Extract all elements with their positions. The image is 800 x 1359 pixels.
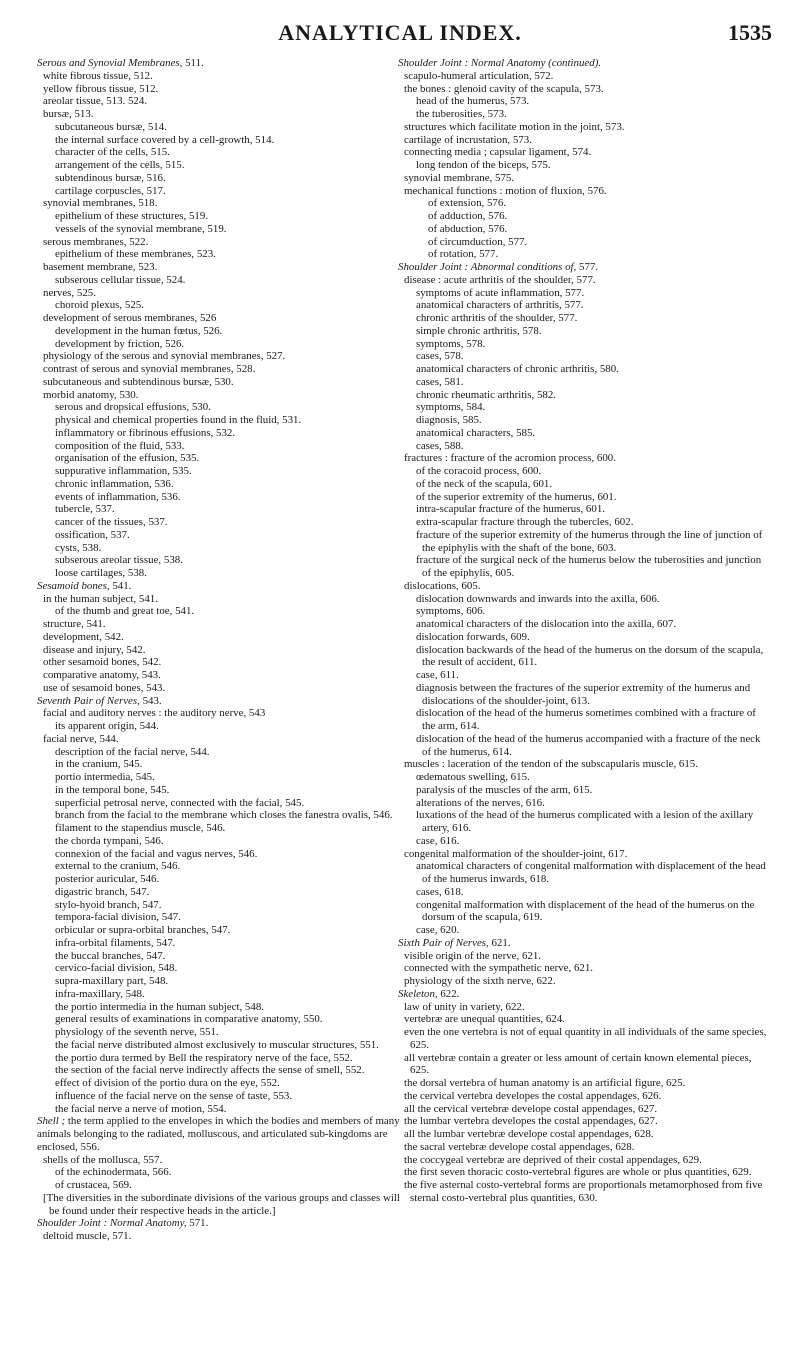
index-entry: the chorda tympani, 546. bbox=[55, 834, 164, 847]
index-entry: in the temporal bone, 545. bbox=[55, 783, 170, 796]
index-heading-page: 577. bbox=[576, 261, 599, 273]
index-entry: œdematous swelling, 615. bbox=[416, 771, 530, 783]
index-entry: cervico-facial division, 548. bbox=[55, 962, 178, 975]
index-entry: physiology of the seventh nerve, 551. bbox=[55, 1026, 219, 1038]
index-entry: composition of the fluid, 533. bbox=[55, 439, 185, 452]
index-entry: serous membranes, 522. bbox=[43, 235, 149, 248]
index-entry: in the cranium, 545. bbox=[55, 758, 143, 771]
index-entry: the lumbar vertebra developes the costal appendages, 627. bbox=[404, 1115, 658, 1128]
index-entry: disease : acute arthritis of the shoulder, 577. bbox=[404, 273, 596, 286]
index-entry: cases, 588. bbox=[416, 439, 464, 452]
index-entry: fractures : fracture of the acromion process, 600. bbox=[404, 452, 616, 465]
index-entry: organisation of the effusion, 535. bbox=[55, 452, 200, 465]
index-entry: bursæ, 513. bbox=[43, 108, 94, 120]
index-entry: cartilage of incrustation, 573. bbox=[404, 133, 532, 146]
index-entry: portio intermedia, 545. bbox=[55, 771, 155, 783]
index-entry: of the superior extremity of the humerus, 601. bbox=[416, 490, 617, 503]
index-entry: digastric branch, 547. bbox=[55, 885, 150, 898]
index-heading-page: 541. bbox=[109, 579, 132, 592]
index-entry: suppurative inflammation, 535. bbox=[55, 465, 192, 477]
left-index-column bbox=[37, 57, 405, 1243]
index-entry: all the cervical vertebræ develope costal appendages, 627. bbox=[404, 1102, 658, 1115]
index-heading-page: 571. bbox=[186, 1217, 209, 1230]
index-heading-title: Sixth Pair of Nerves, bbox=[398, 936, 489, 949]
index-entry: anatomical characters of congenital malformation with displacement of the head of the humerus inwards, 618. bbox=[416, 860, 766, 885]
index-entry: of the echinodermata, 566. bbox=[55, 1166, 172, 1179]
index-entry: dislocation of the head of the humerus accompanied with a fracture of the neck of the humerus, 614. bbox=[416, 732, 761, 758]
index-entry: scapulo-humeral articulation, 572. bbox=[404, 69, 554, 82]
index-entry: the facial nerve a nerve of motion, 554. bbox=[55, 1102, 227, 1115]
index-entry: white fibrous tissue, 512. bbox=[43, 69, 153, 82]
index-entry: the bones : glenoid cavity of the scapula, 573. bbox=[404, 82, 604, 95]
index-entry: chronic rheumatic arthritis, 582. bbox=[416, 388, 557, 401]
index-entry: connecting media ; capsular ligament, 574. bbox=[404, 146, 592, 159]
index-heading-page: the term applied to the envelopes in which the bodies and members of many animals belonging to the radiated, molluscous, and articulated sub-kingdoms are enclosed, 556. bbox=[37, 1115, 400, 1153]
index-entry: cancer of the tissues, 537. bbox=[55, 516, 168, 528]
index-entry: nerves, 525. bbox=[43, 286, 96, 299]
index-entry: dislocation downwards and inwards into the axilla, 606. bbox=[416, 592, 660, 605]
index-entry: physiology of the sixth nerve, 622. bbox=[404, 975, 556, 987]
index-entry: synovial membrane, 575. bbox=[404, 171, 515, 184]
index-entry: dislocation forwards, 609. bbox=[416, 630, 530, 643]
index-entry: the sacral vertebræ develope costal appendages, 628. bbox=[404, 1140, 635, 1153]
index-entry: the coccygeal vertebræ are deprived of their costal appendages, 629. bbox=[404, 1153, 702, 1166]
index-entry: head of the humerus, 573. bbox=[416, 95, 530, 108]
index-entry: the first seven thoracic costo-vertebral figures are whole or plus quantities, 629. bbox=[404, 1166, 752, 1179]
index-entry: paralysis of the muscles of the arm, 615. bbox=[416, 783, 593, 796]
index-entry: of the thumb and great toe, 541. bbox=[55, 605, 195, 618]
index-entry: anatomical characters of arthritis, 577. bbox=[416, 299, 584, 312]
index-entry: filament to the stapendius muscle, 546. bbox=[55, 822, 226, 834]
index-entry: connected with the sympathetic nerve, 621. bbox=[404, 962, 594, 975]
index-entry: orbicular or supra-orbital branches, 547. bbox=[55, 924, 231, 936]
index-heading-page: 511. bbox=[182, 57, 204, 69]
index-heading-page: 621. bbox=[488, 936, 511, 949]
index-entry: muscles : laceration of the tendon of the subscapularis muscle, 615. bbox=[404, 758, 698, 771]
index-entry: cases, 581. bbox=[416, 375, 464, 388]
index-entry: all vertebræ contain a greater or less amount of certain known elemental pieces, 625. bbox=[404, 1051, 752, 1077]
index-entry: symptoms, 584. bbox=[416, 401, 486, 414]
index-entry: law of unity in variety, 622. bbox=[404, 1000, 525, 1013]
index-entry: vessels of the synovial membrane, 519. bbox=[55, 222, 227, 235]
index-entry: chronic inflammation, 536. bbox=[55, 477, 174, 490]
index-entry: supra-maxillary part, 548. bbox=[55, 975, 169, 987]
index-heading bbox=[37, 580, 405, 593]
index-entry: facial and auditory nerves : the auditory nerve, 543 bbox=[43, 707, 266, 720]
index-entry: effect of division of the portio dura on the eye, 552. bbox=[55, 1077, 280, 1089]
index-entry: long tendon of the biceps, 575. bbox=[416, 159, 551, 171]
index-entry: the dorsal vertebra of human anatomy is an artificial figure, 625. bbox=[404, 1077, 686, 1089]
index-entry: of adduction, 576. bbox=[428, 210, 508, 222]
index-entry: of abduction, 576. bbox=[428, 222, 508, 235]
index-entry: development by friction, 526. bbox=[55, 337, 185, 350]
index-heading bbox=[398, 988, 770, 1001]
index-entry: inflammatory or fibrinous effusions, 532. bbox=[55, 426, 236, 439]
index-entry: subserous areolar tissue, 538. bbox=[55, 554, 183, 567]
index-entry: diagnosis between the fractures of the superior extremity of the humerus and dislocations of the shoulder-joint, 613. bbox=[416, 681, 751, 707]
index-entry: loose cartilages, 538. bbox=[55, 567, 147, 579]
index-entry: case, 616. bbox=[416, 834, 460, 847]
index-entry: intra-scapular fracture of the humerus, 601. bbox=[416, 503, 605, 516]
index-entry: in the human subject, 541. bbox=[43, 592, 158, 605]
index-heading-page: 622. bbox=[437, 987, 460, 1000]
index-entry: mechanical functions : motion of fluxion, 576. bbox=[404, 184, 607, 197]
index-entry: of extension, 576. bbox=[428, 197, 507, 210]
index-entry: of the neck of the scapula, 601. bbox=[416, 477, 553, 490]
index-heading-page: 543. bbox=[139, 694, 162, 707]
index-entry: of crustacea, 569. bbox=[55, 1179, 132, 1191]
index-entry: simple chronic arthritis, 578. bbox=[416, 324, 542, 337]
index-entry: facial nerve, 544. bbox=[43, 732, 119, 745]
index-entry: character of the cells, 515. bbox=[55, 146, 170, 159]
index-entry: extra-scapular fracture through the tubercles, 602. bbox=[416, 516, 634, 528]
index-entry: morbid anatomy, 530. bbox=[43, 388, 139, 401]
index-entry: the section of the facial nerve indirectly affects the sense of smell, 552. bbox=[55, 1064, 365, 1077]
right-index-column bbox=[398, 57, 770, 1205]
index-entry: development of serous membranes, 526 bbox=[43, 312, 217, 324]
index-entry: basement membrane, 523. bbox=[43, 261, 158, 273]
index-heading-title: Shoulder Joint : Normal Anatomy (continued). bbox=[398, 57, 602, 69]
index-entry: tempora-facial division, 547. bbox=[55, 911, 181, 924]
index-entry: disease and injury, 542. bbox=[43, 643, 146, 656]
index-entry: tubercle, 537. bbox=[55, 503, 115, 516]
index-heading-title: Shell ; bbox=[37, 1115, 66, 1128]
index-entry: chronic arthritis of the shoulder, 577. bbox=[416, 312, 578, 324]
index-entry: posterior auricular, 546. bbox=[55, 873, 160, 885]
index-entry: visible origin of the nerve, 621. bbox=[404, 949, 542, 962]
index-entry: luxations of the head of the humerus complicated with a lesion of the axillary artery, 616. bbox=[416, 809, 754, 834]
index-entry: the facial nerve distributed almost exclusively to muscular structures, 551. bbox=[55, 1038, 379, 1051]
index-entry: cysts, 538. bbox=[55, 541, 102, 554]
index-entry: fracture of the surgical neck of the humerus below the tuberosities and junction of the epiphylis, 605. bbox=[416, 554, 762, 579]
index-entry: subcutaneous and subtendinous bursæ, 530. bbox=[43, 375, 234, 388]
index-entry: ossification, 537. bbox=[55, 528, 130, 541]
index-entry: deltoid muscle, 571. bbox=[43, 1230, 132, 1242]
index-entry: dislocation of the head of the humerus sometimes combined with a fracture of the arm, 614. bbox=[416, 707, 756, 732]
index-entry: case, 611. bbox=[416, 669, 459, 681]
index-heading bbox=[37, 695, 405, 708]
index-entry: shells of the mollusca, 557. bbox=[43, 1153, 163, 1166]
index-entry: the five asternal costo-vertebral forms are proportionals metamorphosed from five sternal costo-vertebral plus quantities, 630. bbox=[404, 1179, 763, 1204]
index-entry: events of inflammation, 536. bbox=[55, 490, 181, 503]
index-entry: description of the facial nerve, 544. bbox=[55, 745, 210, 758]
index-entry: of the coracoid process, 600. bbox=[416, 465, 542, 477]
index-heading bbox=[398, 261, 770, 274]
index-heading bbox=[37, 1217, 405, 1230]
index-entry: fracture of the superior extremity of the humerus through the line of junction of the epiphylis with the shaft of the bone, 603. bbox=[416, 528, 763, 554]
index-entry: the tuberosities, 573. bbox=[416, 108, 507, 120]
index-heading bbox=[37, 57, 405, 70]
index-entry: physiology of the serous and synovial membranes, 527. bbox=[43, 350, 286, 363]
index-entry: choroid plexus, 525. bbox=[55, 299, 144, 312]
page-title: ANALYTICAL INDEX. bbox=[278, 20, 522, 45]
index-entry: of rotation, 577. bbox=[428, 248, 499, 261]
index-entry: subcutaneous bursæ, 514. bbox=[55, 120, 167, 133]
index-entry: vertebræ are unequal quantities, 624. bbox=[404, 1013, 565, 1026]
index-heading-title: Shoulder Joint : Abnormal conditions of, bbox=[398, 261, 577, 273]
index-entry: symptoms, 578. bbox=[416, 337, 486, 350]
index-entry: anatomical characters of chronic arthritis, 580. bbox=[416, 363, 619, 375]
index-entry: physical and chemical properties found in the fluid, 531. bbox=[55, 414, 302, 426]
index-entry: subserous cellular tissue, 524. bbox=[55, 273, 186, 286]
index-entry: case, 620. bbox=[416, 924, 460, 936]
index-entry: congenital malformation of the shoulder-joint, 617. bbox=[404, 847, 628, 860]
index-entry: influence of the facial nerve on the sense of taste, 553. bbox=[55, 1089, 293, 1102]
index-entry: epithelium of these membranes, 523. bbox=[55, 248, 216, 261]
index-entry: anatomical characters, 585. bbox=[416, 426, 536, 439]
index-entry: diagnosis, 585. bbox=[416, 414, 482, 426]
index-entry: external to the cranium, 546. bbox=[55, 860, 181, 873]
index-entry: connexion of the facial and vagus nerves, 546. bbox=[55, 847, 258, 860]
index-entry: synovial membranes, 518. bbox=[43, 197, 158, 210]
index-entry: comparative anatomy, 543. bbox=[43, 669, 161, 681]
page-header bbox=[0, 20, 800, 50]
index-entry: epithelium of these structures, 519. bbox=[55, 210, 209, 222]
index-heading-title: Serous and Synovial Membranes, bbox=[37, 57, 183, 69]
index-entry: dislocations, 605. bbox=[404, 579, 481, 592]
index-entry: the buccal branches, 547. bbox=[55, 949, 166, 962]
index-entry: other sesamoid bones, 542. bbox=[43, 656, 162, 669]
index-entry: use of sesamoid bones, 543. bbox=[43, 681, 166, 694]
index-entry: subtendinous bursæ, 516. bbox=[55, 171, 166, 184]
index-entry: superficial petrosal nerve, connected with the facial, 545. bbox=[55, 796, 305, 809]
index-entry: the internal surface covered by a cell-growth, 514. bbox=[55, 133, 275, 146]
index-entry: structure, 541. bbox=[43, 618, 106, 630]
index-entry: infra-orbital filaments, 547. bbox=[55, 936, 176, 949]
index-entry: contrast of serous and synovial membranes, 528. bbox=[43, 363, 256, 375]
index-entry: alterations of the nerves, 616. bbox=[416, 796, 545, 809]
index-entry: general results of examinations in comparative anatomy, 550. bbox=[55, 1013, 323, 1026]
index-heading-title: Skeleton, bbox=[398, 987, 438, 1000]
index-heading bbox=[398, 937, 770, 950]
index-entry: anatomical characters of the dislocation into the axilla, 607. bbox=[416, 618, 677, 630]
index-heading-title: Seventh Pair of Nerves, bbox=[37, 694, 140, 707]
index-entry: cartilage corpuscles, 517. bbox=[55, 184, 166, 197]
index-entry: arrangement of the cells, 515. bbox=[55, 159, 185, 171]
index-heading bbox=[398, 57, 770, 70]
index-heading-title: Shoulder Joint : Normal Anatomy, bbox=[37, 1217, 187, 1230]
index-entry: branch from the facial to the membrane which closes the fanestra ovalis, 546. bbox=[55, 809, 393, 822]
index-entry: serous and dropsical effusions, 530. bbox=[55, 401, 211, 414]
index-entry: congenital malformation with displacement of the head of the humerus on the dorsum of the scapula, 619. bbox=[416, 898, 755, 924]
index-entry: cases, 578. bbox=[416, 350, 464, 363]
index-entry: areolar tissue, 513. 524. bbox=[43, 95, 148, 108]
index-entry: structures which facilitate motion in the joint, 573. bbox=[404, 120, 625, 133]
index-entry: dislocation backwards of the head of the humerus on the dorsum of the scapula, the result of accident, 611. bbox=[416, 643, 764, 669]
index-entry: even the one vertebra is not of equal quantity in all individuals of the same species, 625. bbox=[404, 1026, 767, 1051]
page-number: 1535 bbox=[728, 20, 772, 45]
index-entry: its apparent origin, 544. bbox=[55, 720, 159, 732]
index-entry: development, 542. bbox=[43, 630, 124, 643]
index-entry: the portio intermedia in the human subject, 548. bbox=[55, 1000, 264, 1013]
index-entry: infra-maxillary, 548. bbox=[55, 987, 145, 1000]
index-entry: symptoms of acute inflammation, 577. bbox=[416, 286, 585, 299]
index-entry: development in the human fœtus, 526. bbox=[55, 324, 223, 337]
index-note: [The diversities in the subordinate divisions of the various groups and classes will be found under their respective heads in the article.] bbox=[43, 1191, 400, 1217]
index-entry: stylo-hyoid branch, 547. bbox=[55, 898, 162, 911]
index-entry: the portio dura termed by Bell the respiratory nerve of the face, 552. bbox=[55, 1051, 353, 1064]
index-entry: the cervical vertebra developes the costal appendages, 626. bbox=[404, 1089, 662, 1102]
index-entry: all the lumbar vertebræ develope costal appendages, 628. bbox=[404, 1128, 654, 1140]
index-entry: of circumduction, 577. bbox=[428, 235, 528, 248]
index-heading-title: Sesamoid bones, bbox=[37, 579, 110, 592]
index-heading bbox=[37, 1115, 405, 1153]
index-entry: cases, 618. bbox=[416, 885, 464, 898]
index-entry: yellow fibrous tissue, 512. bbox=[43, 82, 159, 95]
index-entry: symptoms, 606. bbox=[416, 605, 486, 618]
